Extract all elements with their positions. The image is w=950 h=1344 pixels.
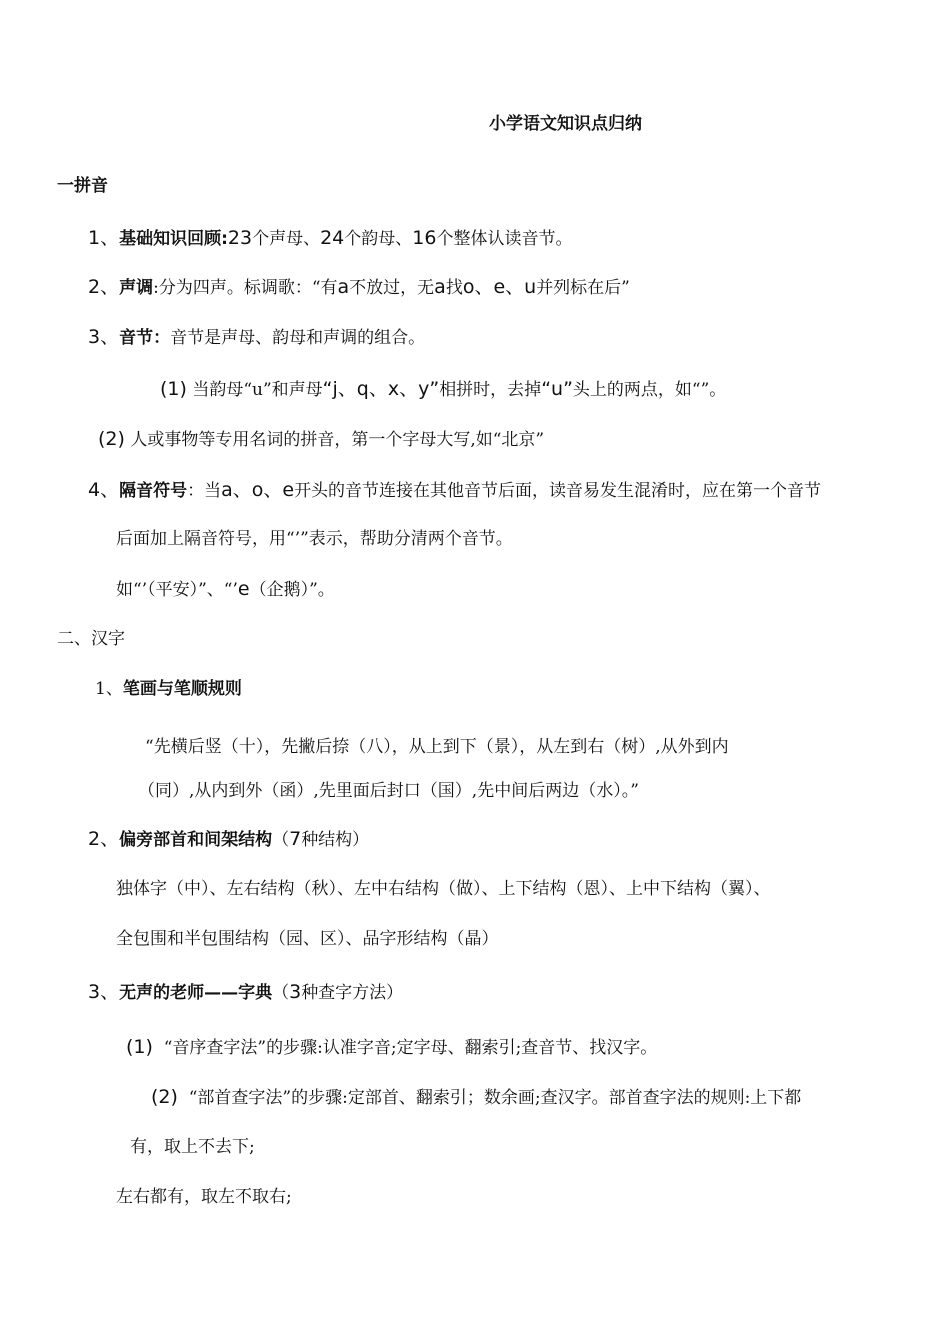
heading-dictionary: 3、无声的老师——字典（3种查字方法）: [88, 981, 404, 1003]
para-syllable-rule-2: (2) 人或事物等专用名词的拼音，第一个字母大写,如“北京”: [98, 428, 545, 450]
para-separator-mark-line2: 后面加上隔音符号，用“’”表示，帮助分清两个音节。: [116, 529, 513, 549]
para-basic-knowledge: 1、基础知识回顾:23个声母、24个韵母、16个整体认读音节。: [88, 227, 573, 249]
section-pinyin-heading: 一拼音: [57, 176, 108, 196]
method-radical: (2) “部首查字法”的步骤:定部首、翻索引；数余画;查汉字。部首查字法的规则:上下都: [151, 1086, 802, 1108]
stroke-rules-line2: （同）,从内到外（函）,先里面后封口（国）,先中间后两边（水）。”: [138, 781, 639, 801]
page-title: 小学语文知识点归纳: [489, 114, 642, 134]
heading-radicals: 2、偏旁部首和间架结构（7种结构）: [88, 828, 370, 850]
heading-stroke-rules: 1、笔画与笔顺规则: [95, 679, 242, 699]
structures-line2: 全包围和半包围结构（园、区）、品字形结构（晶）: [116, 929, 499, 949]
method-radical-line2: 有，取上不去下;: [130, 1137, 255, 1157]
stroke-rules-line1: “先横后竖（十），先撇后捺（八），从上到下（景），从左到右（树）,从外到内: [145, 737, 729, 757]
para-syllable-rule-1: (1) 当韵母“u”和声母“j、q、x、y”相拼时，去掉“u”头上的两点，如“”。: [160, 378, 727, 400]
para-tones: 2、声调:分为四声。标调歌：“有a不放过，无a找o、e、u并列标在后”: [88, 276, 630, 298]
method-radical-line3: 左右都有，取左不取右;: [116, 1187, 292, 1207]
method-phonetic-order: (1) “音序查字法”的步骤:认准字音;定字母、翻索引;查音节、找汉字。: [126, 1036, 658, 1058]
para-separator-mark-example: 如“’（平安）”、“’e（企鹅）”。: [116, 578, 335, 600]
para-separator-mark: 4、隔音符号：当a、o、e开头的音节连接在其他音节后面，读音易发生混淆时，应在第一个音节: [88, 479, 822, 501]
para-syllable: 3、音节：音节是声母、韵母和声调的组合。: [88, 326, 426, 348]
section-hanzi-heading: 二、汉字: [57, 629, 125, 649]
structures-line1: 独体字（中）、左右结构（秋）、左中右结构（做）、上下结构（恩）、上中下结构（翼）、: [116, 879, 771, 899]
